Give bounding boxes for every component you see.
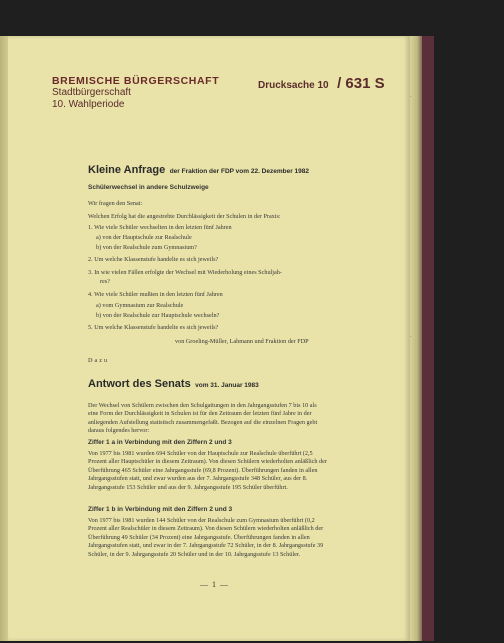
section-1-heading: Ziffer 1 a in Verbindung mit den Ziffern 2 und 3	[88, 439, 232, 446]
chamber-info	[52, 87, 131, 111]
parliament-name: BREMISCHE BÜRGERSCHAFT	[52, 75, 220, 87]
margin-tick: ·	[410, 335, 412, 340]
anfrage-intro-1: Wir fragen den Senat:	[88, 200, 143, 207]
legislative-period: 10. Wahlperiode	[52, 99, 125, 110]
document-label: Drucksache 10	[258, 80, 329, 91]
dazu-label: Dazu	[88, 357, 110, 364]
section-2-heading: Ziffer 1 b in Verbindung mit den Ziffern 2 und 3	[88, 506, 233, 513]
section-1-text: Von 1977 bis 1981 wurden 694 Schüler von der Hauptschule zur Realschule überführt (2,5 Prozent aller Hauptschüler in diesem Zeitraum). Von diesen Schülern wiederholten anläßlich der Überführung 465 Schüler eine Jahrgangsstufe (69,8 Prozent). Überführungen fanden in allen Jahrgangsstufen statt, und zwar wurden aus der 7. Jahrgangsstufe 348 Schüler, aus der 8. Jahrgangsstufe 153 Schüler und aus der 9. Jahrgangsstufe 195 Schüler überführt.	[88, 450, 327, 491]
document-number: / 631 S	[337, 75, 385, 92]
question-3-line-1: 3. In wie vielen Fällen erfolgte der Wechsel mit Wiederholung eines Schuljah-	[88, 269, 282, 276]
anfrage-title-suffix: der Fraktion der FDP vom 22. Dezember 1982	[169, 168, 310, 175]
margin-tick: ·	[410, 95, 412, 100]
antwort-heading	[88, 374, 259, 392]
antwort-intro: Der Wechsel von Schülern zwischen den Schulgattungen in den Jahrgangsstufen 7 bis 10 als eine Form der Durchlässigkeit in Schulen ist für den Zeitraum der letzten fünf Jahre in der anliegenden Aufstellung statistisch zusammengefaßt. Bezogen auf die einzelnen Fragen gebt daraus folgendes hervor:	[88, 402, 318, 435]
binder-cover	[422, 36, 434, 641]
chamber-name: Stadtbürgerschaft	[52, 87, 131, 98]
question-1b: b) von der Realschule zum Gymnasium?	[96, 244, 197, 251]
anfrage-title: Kleine Anfrage	[88, 164, 166, 176]
question-1: 1. Wie viele Schüler wechselten in den letzten fünf Jahren	[88, 224, 232, 231]
question-4: 4. Wie viele Schüler mußten in den letzten fünf Jahren	[88, 291, 223, 298]
anfrage-signature: von Groeling-Müller, Lahmann und Fraktion der FDP	[175, 338, 309, 345]
question-1a: a) von der Hauptschule zur Realschule	[96, 234, 192, 241]
anfrage-heading	[88, 160, 309, 178]
document-reference	[258, 75, 385, 93]
anfrage-intro-2: Welchen Erfolg hat die angestrebte Durchlässigkeit der Schulen in der Praxis:	[88, 213, 281, 220]
question-5: 5. Um welche Klassenstufe handelte es sich jeweils?	[88, 324, 219, 331]
question-3-line-2: res?	[100, 278, 110, 285]
question-2: 2. Um welche Klassenstufe handelte es sich jeweils?	[88, 256, 219, 263]
question-4b: b) von der Realschule zur Hauptschule wechseln?	[96, 312, 220, 319]
page-number: — 1 —	[200, 580, 229, 589]
antwort-title-suffix: vom 31. Januar 1983	[195, 382, 259, 389]
antwort-title: Antwort des Senats	[88, 378, 191, 390]
section-2-text: Von 1977 bis 1981 wurden 144 Schüler von der Realschule zum Gymnasium überführt (0,2 Prozent aller Realschüler in diesem Zeitraum). Von diesen Schülern wiederholten anläßlich der Überführung 49 Schüler (34 Prozent) eine Jahrgangsstufe. Überführungen fanden in allen Jahrgangsstufen statt, und zwar in der 7. Jahrgangsstufe 72 Schüler, in der 8. Jahrgangsstufe 39 Schüler, in der 9. Jahrgangsstufe 20 Schüler und in der 10. Jahrgangsstufe 13 Schüler.	[88, 517, 324, 558]
question-4a: a) vom Gymnasium zur Realschule	[96, 302, 184, 309]
anfrage-subject: Schülerwechsel in andere Schulzweige	[88, 184, 209, 191]
